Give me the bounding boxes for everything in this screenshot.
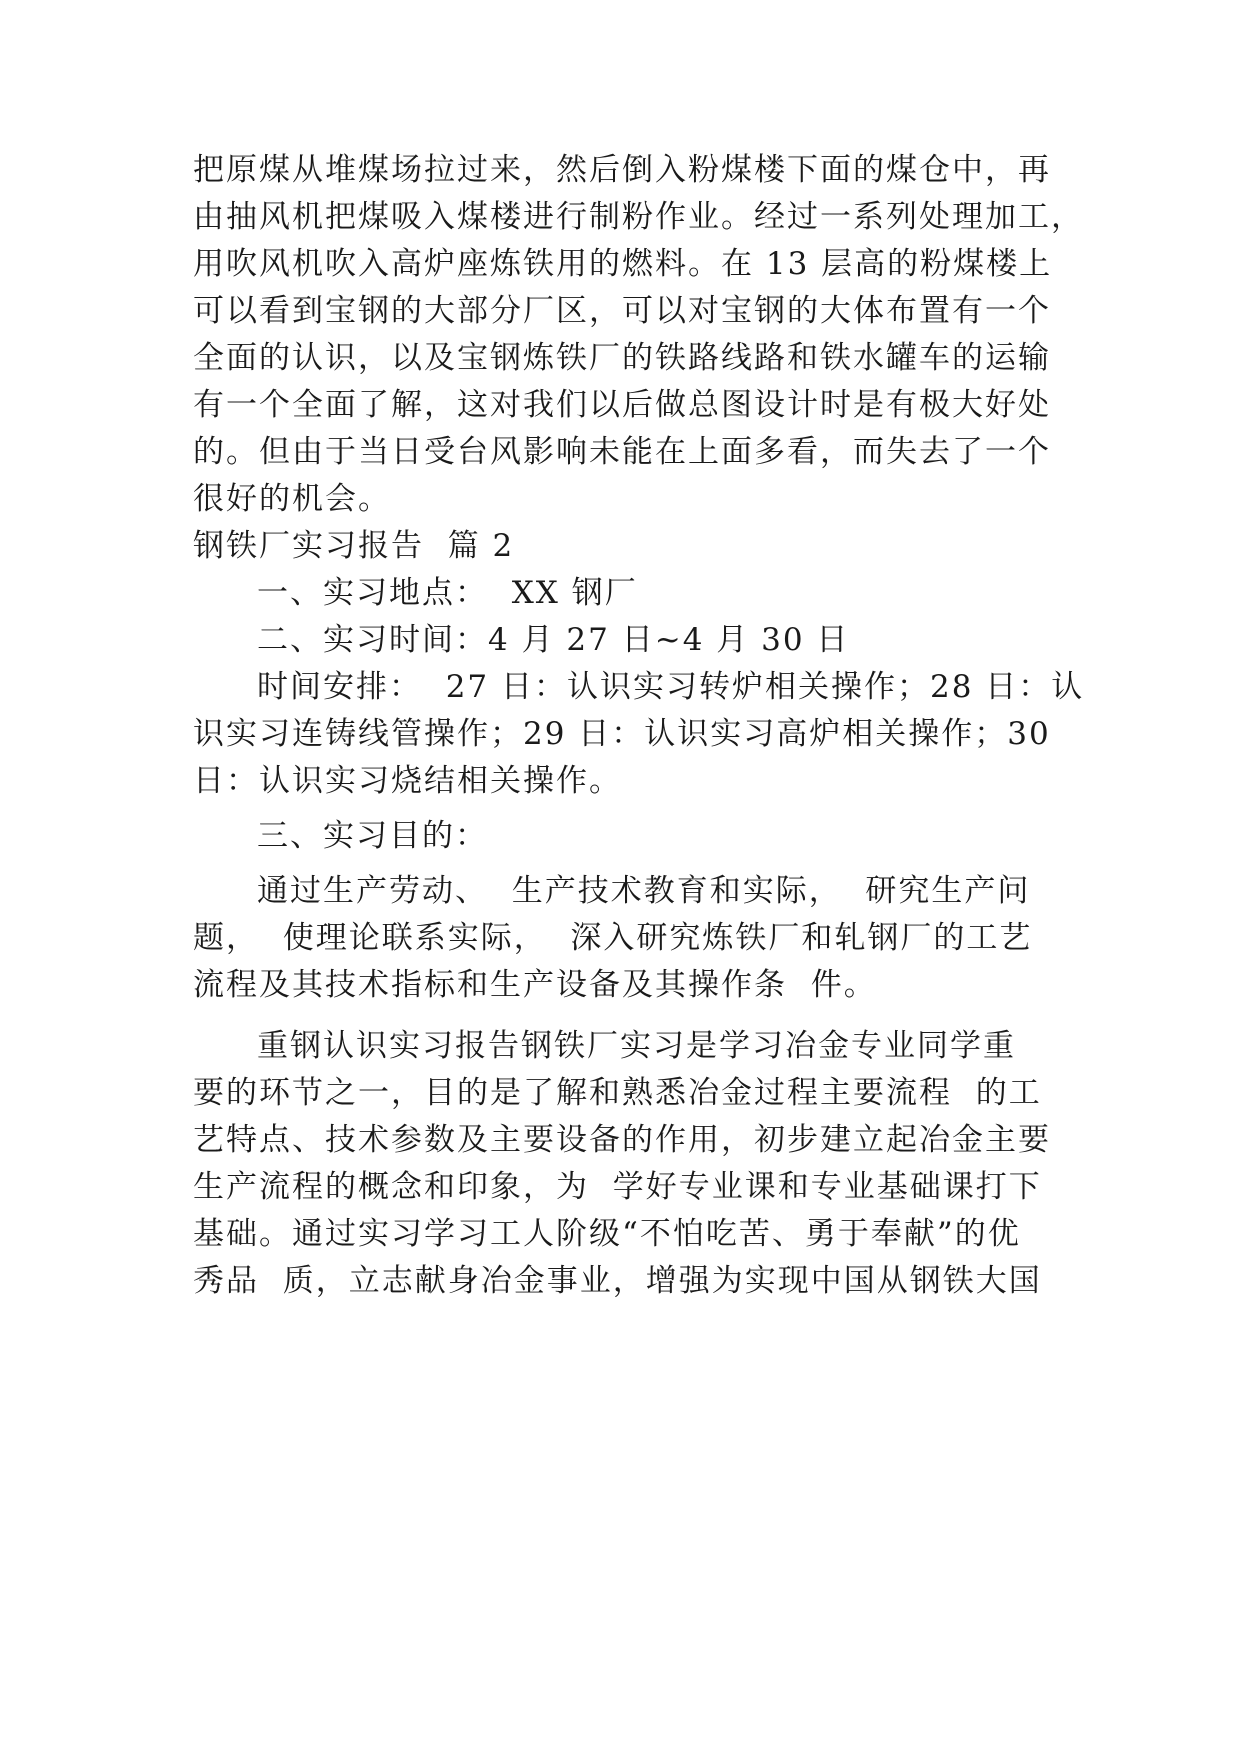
paragraph-line: 有一个全面了解，这对我们以后做总图设计时是有极大好处 (193, 387, 1051, 423)
purpose-heading: 三、实习目的： (257, 818, 488, 854)
purpose-line: 题， 使理论联系实际， 深入研究炼铁厂和轧钢厂的工艺 (193, 920, 1033, 956)
paragraph-line: 的。但由于当日受台风影响未能在上面多看，而失去了一个 (193, 434, 1051, 470)
schedule-line: 时间安排： 27 日：认识实习转炉相关操作；28 日：认 (257, 669, 1085, 705)
paragraph-line: 可以看到宝钢的大部分厂区，可以对宝钢的大体布置有一个 (193, 293, 1051, 329)
paragraph-line: 用吹风机吹入高炉座炼铁用的燃料。在 13 层高的粉煤楼上 (193, 246, 1053, 282)
significance-line: 秀品 质，立志献身冶金事业，增强为实现中国从钢铁大国 (193, 1263, 1042, 1299)
purpose-line: 流程及其技术指标和生产设备及其操作条 件。 (193, 967, 877, 1003)
significance-line: 艺特点、技术参数及主要设备的作用，初步建立起冶金主要 (193, 1122, 1051, 1158)
internship-location: 一、实习地点： XX 钢厂 (257, 575, 638, 611)
section-title: 钢铁厂实习报告 篇 2 (193, 528, 515, 564)
paragraph-line: 由抽风机把煤吸入煤楼进行制粉作业。经过一系列处理加工， (193, 199, 1084, 235)
schedule-line: 识实习连铸线管操作；29 日：认识实习高炉相关操作；30 (193, 716, 1051, 752)
significance-line: 要的环节之一，目的是了解和熟悉冶金过程主要流程 的工 (193, 1075, 1042, 1111)
purpose-line: 通过生产劳动、 生产技术教育和实际， 研究生产问 (257, 873, 1031, 909)
schedule-line: 日：认识实习烧结相关操作。 (193, 763, 622, 799)
internship-time: 二、实习时间：4 月 27 日~4 月 30 日 (257, 622, 850, 658)
paragraph-line: 把原煤从堆煤场拉过来，然后倒入粉煤楼下面的煤仓中，再 (193, 152, 1051, 188)
significance-line: 重钢认识实习报告钢铁厂实习是学习冶金专业同学重 (257, 1028, 1016, 1064)
significance-line: 生产流程的概念和印象，为 学好专业课和专业基础课打下 (193, 1169, 1042, 1205)
paragraph-line: 很好的机会。 (193, 481, 391, 517)
significance-line: 基础。通过实习学习工人阶级“不怕吃苦、勇于奉献”的优 (193, 1216, 1021, 1252)
paragraph-line: 全面的认识，以及宝钢炼铁厂的铁路线路和铁水罐车的运输 (193, 340, 1051, 376)
